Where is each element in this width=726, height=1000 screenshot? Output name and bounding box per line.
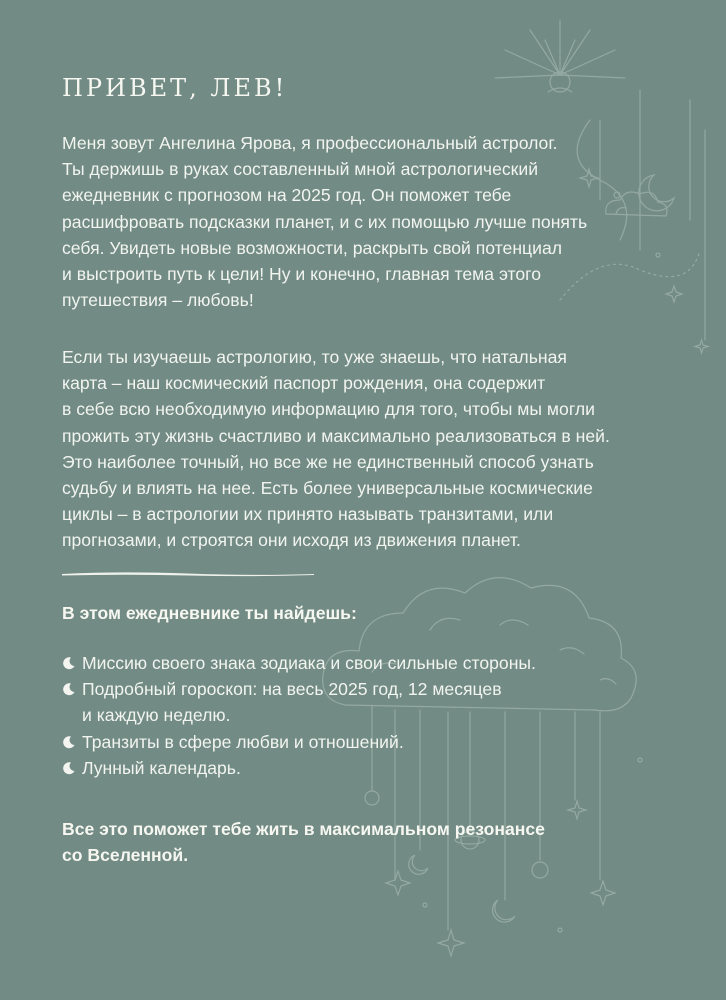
astrology-paragraph — [62, 344, 662, 554]
text-line: в себе всю необходимую информацию для того, чтобы мы могли — [62, 399, 595, 420]
crescent-moon-icon — [62, 735, 76, 749]
text-line: прожить эту жизнь счастливо и максимально реализоваться в ней. — [62, 425, 610, 446]
features-heading: В этом ежедневнике ты найдешь: — [62, 603, 357, 623]
list-item — [62, 729, 662, 755]
text-line: судьбу и влиять на нее. Есть более универсальные космические — [62, 478, 593, 499]
crescent-moon-icon — [62, 656, 76, 670]
text-line: Это наиболее точный, но все же не единственный способ узнать — [62, 451, 594, 472]
text-line: себя. Увидеть новые возможности, раскрыть свой потенциал — [62, 237, 562, 258]
crescent-moon-icon — [493, 900, 515, 922]
features-list — [62, 650, 662, 781]
text-line: путешествия – любовь! — [62, 290, 254, 311]
list-item-text: Лунный календарь. — [82, 757, 241, 778]
list-item-text: и каждую неделю. — [82, 705, 231, 726]
text-line: и выстроить путь к цели! Ну и конечно, главная тема этого — [62, 264, 541, 285]
text-line: циклы – в астрологии их принято называть транзитами, или — [62, 504, 554, 525]
text-line: прогнозами, и строятся они исходя из движения планет. — [62, 530, 521, 551]
star-icon — [695, 340, 708, 353]
intro-paragraph — [62, 130, 662, 313]
star-icon — [666, 286, 682, 302]
list-item-text: Подробный гороскоп: на весь 2025 год, 12 месяцев — [82, 679, 502, 700]
text-line: Ты держишь в руках составленный мной астрологический — [62, 159, 539, 180]
planet-icon — [365, 791, 379, 805]
text-line: ежедневник с прогнозом на 2025 год. Он поможет тебе — [62, 185, 512, 206]
text-line: Все это поможет тебе жить в максимальном резонансе — [62, 819, 545, 839]
list-item-text: Миссию своего знака зодиака и свои сильные стороны. — [82, 653, 536, 673]
text-line: Меня зовут Ангелина Ярова, я профессиональный астролог. — [62, 133, 558, 153]
list-item — [62, 755, 662, 781]
list-item — [62, 650, 662, 676]
star-icon — [568, 801, 586, 819]
star-icon — [591, 881, 615, 905]
crescent-moon-icon — [62, 682, 76, 696]
sun-rays-icon — [495, 20, 625, 92]
list-item-text: Транзиты в сфере любви и отношений. — [82, 731, 404, 752]
text-line: Если ты изучаешь астрологию, то уже знаешь, что натальная — [62, 347, 567, 367]
text-line: расшифровать подсказки планет, и с их помощью лучше понять — [62, 211, 588, 232]
text-line: со Вселенной. — [62, 845, 189, 866]
page-title: ПРИВЕТ, ЛЕВ! — [62, 74, 288, 102]
star-icon — [438, 930, 464, 956]
text-line: карта – наш космический паспорт рождения, она содержит — [62, 373, 546, 394]
list-item — [62, 676, 662, 728]
brush-divider — [60, 570, 316, 578]
star-icon — [386, 871, 410, 895]
crescent-moon-icon — [62, 761, 76, 775]
closing-statement — [62, 816, 545, 869]
